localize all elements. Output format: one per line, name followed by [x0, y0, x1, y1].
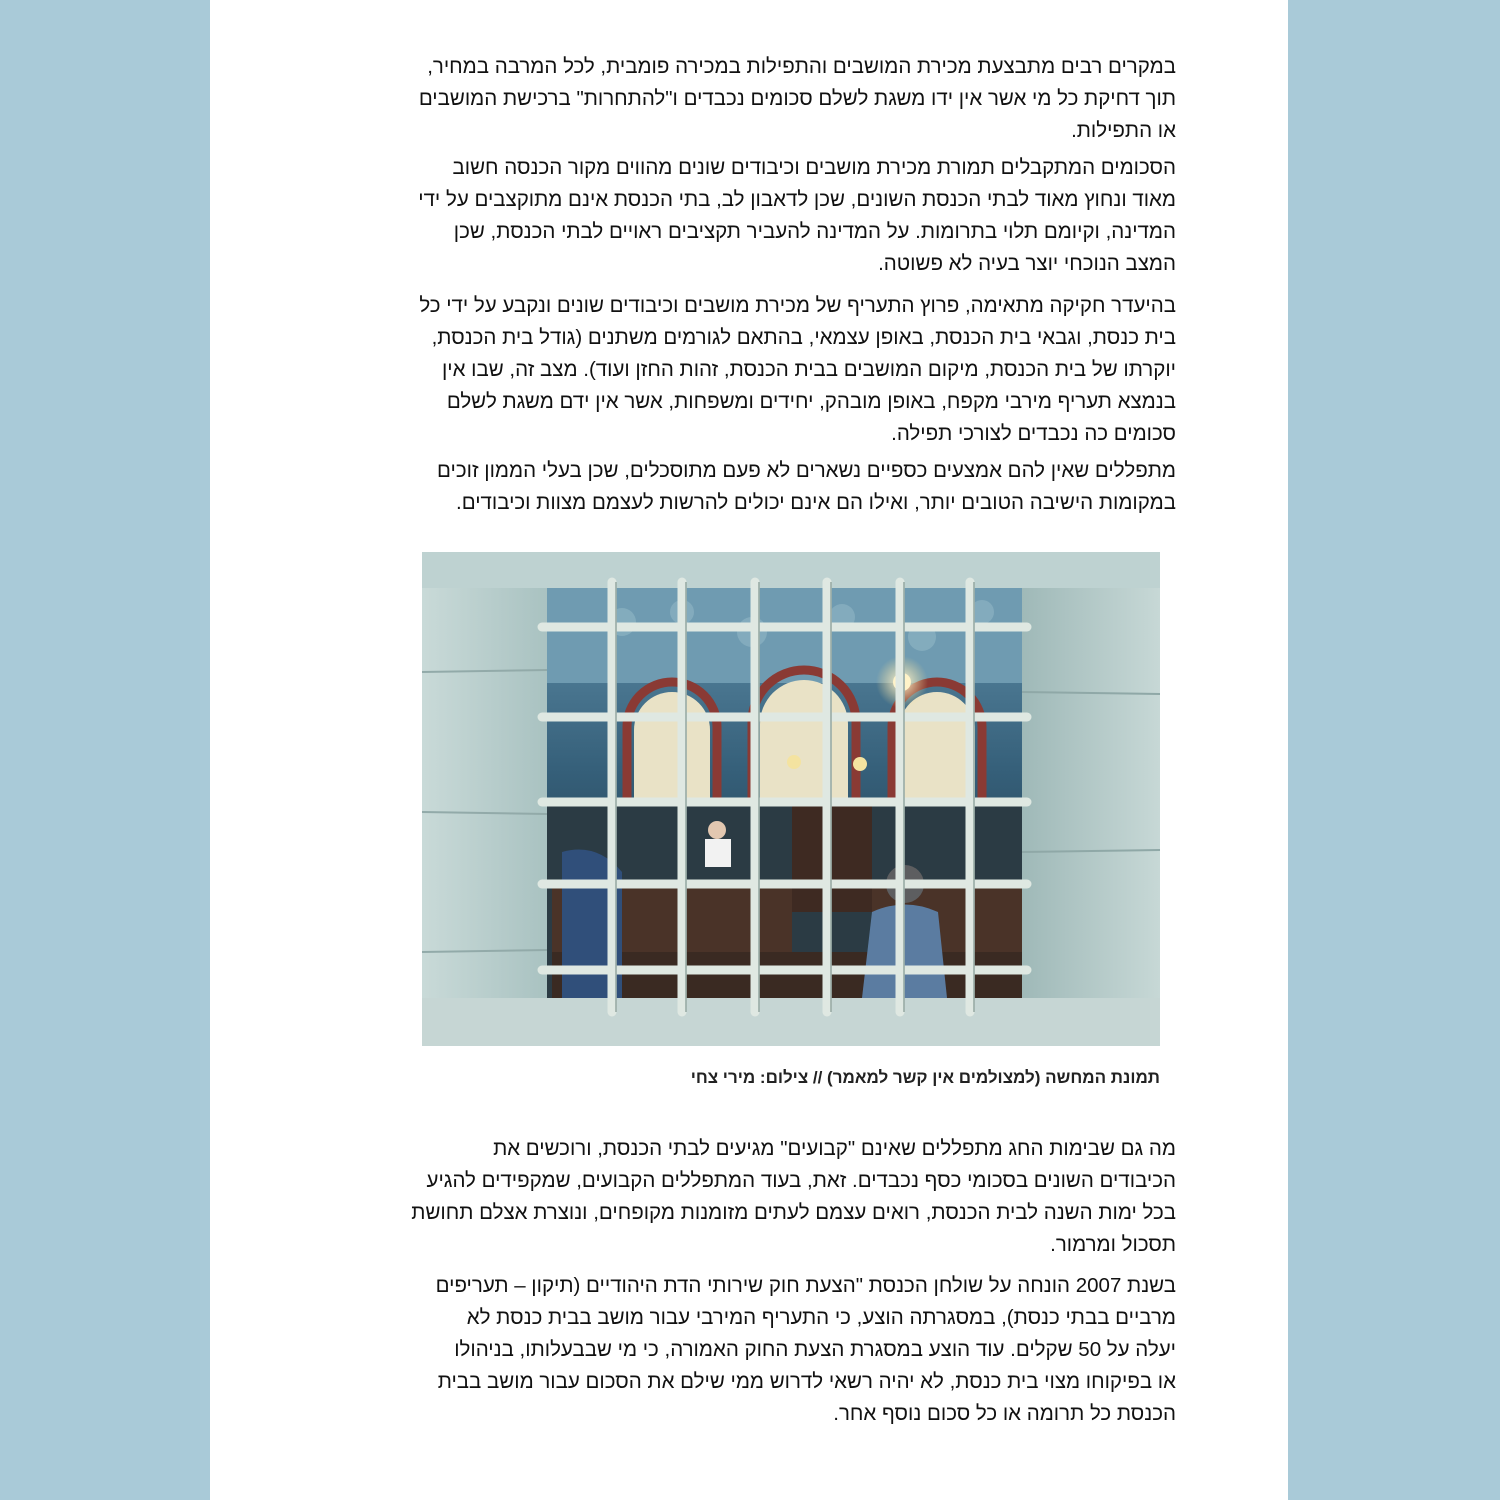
paragraph-line: מרביים בבתי כנסת), במסגרתה הוצע, כי התעריף המירבי עבור מושב בבית כנסת לא: [466, 1306, 1176, 1329]
paragraph-line: המצב הנוכחי יוצר בעיה לא פשוטה.: [878, 252, 1176, 275]
paragraph-line: הכנסת כל תרומה או כל סכום נוסף אחר.: [833, 1402, 1176, 1425]
synagogue-photo: [422, 552, 1160, 1046]
paragraph-line: במקומות הישיבה הטובים יותר, ואילו הם אינם יכולים להרשות לעצמם מצוות וכיבודים.: [456, 491, 1176, 514]
paragraph-5: [338, 1133, 1176, 1261]
paragraph-line: בהיעדר חקיקה מתאימה, פרוץ התעריף של מכירת מושבים וכיבודים שונים ונקבע על ידי כל: [419, 294, 1176, 317]
paragraph-line: יוקרתו של בית הכנסת, מיקום המושבים בבית הכנסת, זהות החזן ועוד). מצב זה, שבו אין: [441, 358, 1176, 381]
paragraph-1: [338, 51, 1176, 147]
paragraph-line: תוך דחיקת כל מי אשר אין ידו משגת לשלם סכומים נכבדים ו"להתחרות" ברכישת המושבים: [418, 87, 1176, 110]
paragraph-line: בשנת 2007 הונחה על שולחן הכנסת "הצעת חוק שירותי הדת היהודיים (תיקון – תעריפים: [435, 1274, 1176, 1297]
paragraph-line: במקרים רבים מתבצעת מכירת המושבים והתפילות במכירה פומבית, לכל המרבה במחיר,: [427, 55, 1176, 78]
paragraph-line: מתפללים שאין להם אמצעים כספיים נשארים לא פעם מתוסכלים, שכן בעלי הממון זוכים: [437, 459, 1176, 482]
paragraph-line: המדינה, וקיומם תלוי בתרומות. על המדינה להעביר תקציבים ראויים לבתי הכנסת, שכן: [453, 220, 1176, 243]
paragraph-3: [338, 290, 1176, 450]
paragraph-line: יעלה על 50 שקלים. עוד הוצע במסגרת הצעת החוק האמורה, כי מי שבבעלותו, בניהולו: [454, 1338, 1176, 1361]
paragraph-line: הסכומים המתקבלים תמורת מכירת מושבים וכיבודים שונים מהווים מקור הכנסה חשוב: [452, 156, 1176, 179]
document-page: [210, 0, 1288, 1500]
paragraph-line: או התפילות.: [1071, 119, 1176, 142]
paragraph-line: בית כנסת, וגבאי בית הכנסת, באופן עצמאי, בהתאם לגורמים משתנים (גודל בית הכנסת,: [431, 326, 1176, 349]
paragraph-line: מאוד ונחוץ מאוד לבתי הכנסת השונים, שכן לדאבון לב, בתי הכנסת אינם מתוקצבים על ידי: [418, 188, 1176, 211]
paragraph-line: מה גם שבימות החג מתפללים שאינם "קבועים" מגיעים לבתי הכנסת, ורוכשים את: [493, 1137, 1176, 1160]
paragraph-line: בנמצא תעריף מירבי מקפח, באופן מובהק, יחידים ומשפחות, אשר אין ידם משגת לשלם: [446, 390, 1176, 413]
photo-caption: תמונת המחשה (למצולמים אין קשר למאמר) // צילום: מירי צחי: [690, 1068, 1160, 1087]
paragraph-line: בכל ימות השנה לבית הכנסת, רואים עצמם לעתים מזומנות מקופחים, ונוצרת אצלם תחושת: [411, 1201, 1176, 1224]
paragraph-4: [338, 455, 1176, 519]
paragraph-2: [338, 152, 1176, 280]
paragraph-line: סכומים כה נכבדים לצורכי תפילה.: [891, 422, 1176, 445]
paragraph-6: [338, 1270, 1176, 1430]
paragraph-line: הכיבודים השונים בסכומי כסף נכבדים. זאת, בעוד המתפללים הקבועים, שמקפידים להגיע: [426, 1169, 1176, 1192]
paragraph-line: תסכול ומרמור.: [1050, 1233, 1176, 1256]
paragraph-line: או בפיקוחו מצוי בית כנסת, לא יהיה רשאי לדרוש ממי שילם את הסכום עבור מושב בבית: [437, 1370, 1176, 1393]
